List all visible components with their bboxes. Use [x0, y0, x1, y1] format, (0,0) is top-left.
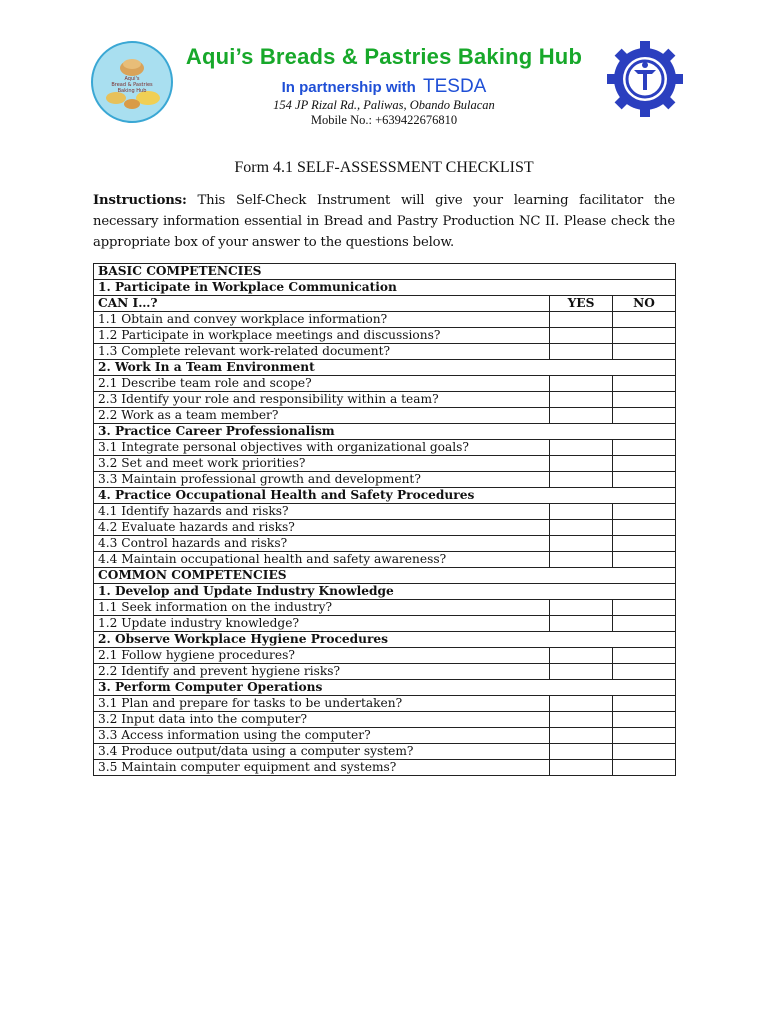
- yes-checkbox[interactable]: [550, 376, 613, 392]
- checklist-question: 1.1 Obtain and convey workplace information?: [94, 312, 550, 328]
- competency-heading-row: [94, 584, 676, 600]
- competency-heading-row: [94, 632, 676, 648]
- tesda-gear-logo-icon: [606, 40, 684, 118]
- checklist-item-row: [94, 312, 676, 328]
- checklist-item-row: [94, 328, 676, 344]
- yes-checkbox[interactable]: [550, 520, 613, 536]
- checklist-item-row: [94, 408, 676, 424]
- checklist-question: 2.2 Identify and prevent hygiene risks?: [94, 664, 550, 680]
- checklist-question: 1.2 Participate in workplace meetings and discussions?: [94, 328, 550, 344]
- no-checkbox[interactable]: [613, 472, 676, 488]
- address: 154 JP Rizal Rd., Paliwas, Obando Bulacan: [273, 98, 495, 112]
- checklist-question: 4.4 Maintain occupational health and safety awareness?: [94, 552, 550, 568]
- svg-text:Bread & Pastries: Bread & Pastries: [111, 82, 153, 88]
- no-checkbox[interactable]: [613, 648, 676, 664]
- no-checkbox[interactable]: [613, 504, 676, 520]
- yes-checkbox[interactable]: [550, 328, 613, 344]
- yes-checkbox[interactable]: [550, 408, 613, 424]
- competency-title: 2. Observe Workplace Hygiene Procedures: [94, 632, 676, 648]
- yes-checkbox[interactable]: [550, 392, 613, 408]
- no-checkbox[interactable]: [613, 456, 676, 472]
- instructions-lead: Instructions:: [93, 193, 187, 208]
- competency-title: 3. Perform Computer Operations: [94, 680, 676, 696]
- yes-checkbox[interactable]: [550, 440, 613, 456]
- checklist-question: 4.3 Control hazards and risks?: [94, 536, 550, 552]
- no-checkbox[interactable]: [613, 440, 676, 456]
- mobile-number: Mobile No.: +639422676810: [310, 113, 458, 127]
- checklist-question: 1.1 Seek information on the industry?: [94, 600, 550, 616]
- checklist-question: 3.4 Produce output/data using a computer system?: [94, 744, 550, 760]
- checklist-question: 3.5 Maintain computer equipment and systems?: [94, 760, 550, 776]
- checklist-item-row: [94, 552, 676, 568]
- no-checkbox[interactable]: [613, 344, 676, 360]
- yes-checkbox[interactable]: [550, 744, 613, 760]
- yes-checkbox[interactable]: [550, 696, 613, 712]
- no-checkbox[interactable]: [613, 408, 676, 424]
- checklist-item-row: [94, 728, 676, 744]
- yes-checkbox[interactable]: [550, 760, 613, 776]
- checklist-question: 2.1 Describe team role and scope?: [94, 376, 550, 392]
- checklist-question: 2.2 Work as a team member?: [94, 408, 550, 424]
- competency-title: 4. Practice Occupational Health and Safety Procedures: [94, 488, 676, 504]
- no-checkbox[interactable]: [613, 728, 676, 744]
- no-checkbox[interactable]: [613, 520, 676, 536]
- yes-checkbox[interactable]: [550, 616, 613, 632]
- no-checkbox[interactable]: [613, 552, 676, 568]
- competency-title: 2. Work In a Team Environment: [94, 360, 676, 376]
- instructions: [93, 190, 675, 253]
- competency-heading-row: [94, 488, 676, 504]
- checklist-item-row: [94, 648, 676, 664]
- checklist-question: 3.3 Maintain professional growth and development?: [94, 472, 550, 488]
- partner-prefix: In partnership with: [281, 79, 416, 96]
- checklist-item-row: [94, 472, 676, 488]
- yes-checkbox[interactable]: [550, 648, 613, 664]
- yes-checkbox[interactable]: [550, 472, 613, 488]
- checklist-item-row: [94, 664, 676, 680]
- checklist-item-row: [94, 712, 676, 728]
- yes-checkbox[interactable]: [550, 312, 613, 328]
- no-checkbox[interactable]: [613, 536, 676, 552]
- checklist-question: 4.2 Evaluate hazards and risks?: [94, 520, 550, 536]
- svg-text:Baking Hub: Baking Hub: [117, 88, 147, 94]
- checklist-item-row: [94, 600, 676, 616]
- partner-name: TESDA: [423, 76, 487, 97]
- checklist-item-row: [94, 440, 676, 456]
- checklist-question: 3.1 Plan and prepare for tasks to be undertaken?: [94, 696, 550, 712]
- checklist-question: 1.3 Complete relevant work-related document?: [94, 344, 550, 360]
- self-assessment-table: [93, 263, 676, 776]
- no-checkbox[interactable]: [613, 696, 676, 712]
- no-checkbox[interactable]: [613, 664, 676, 680]
- checklist-item-row: [94, 376, 676, 392]
- checklist-question: 3.2 Input data into the computer?: [94, 712, 550, 728]
- checklist-question: 4.1 Identify hazards and risks?: [94, 504, 550, 520]
- no-checkbox[interactable]: [613, 376, 676, 392]
- checklist-item-row: [94, 616, 676, 632]
- checklist-question: 3.3 Access information using the computer?: [94, 728, 550, 744]
- yes-checkbox[interactable]: [550, 600, 613, 616]
- checklist-item-row: [94, 696, 676, 712]
- yes-checkbox[interactable]: [550, 504, 613, 520]
- checklist-item-row: [94, 760, 676, 776]
- column-header-row: [94, 296, 676, 312]
- yes-checkbox[interactable]: [550, 712, 613, 728]
- checklist-item-row: [94, 520, 676, 536]
- page-title: Aqui’s Breads & Pastries Baking Hub: [185, 44, 583, 69]
- competency-title: 1. Participate in Workplace Communication: [94, 280, 676, 296]
- checklist-item-row: [94, 744, 676, 760]
- competency-heading-row: [94, 360, 676, 376]
- no-checkbox[interactable]: [613, 712, 676, 728]
- competency-heading-row: [94, 280, 676, 296]
- checklist-item-row: [94, 456, 676, 472]
- competency-title: 3. Practice Career Professionalism: [94, 424, 676, 440]
- yes-checkbox[interactable]: [550, 536, 613, 552]
- section-title: BASIC COMPETENCIES: [94, 264, 676, 280]
- section-title: COMMON COMPETENCIES: [94, 568, 676, 584]
- competency-title: 1. Develop and Update Industry Knowledge: [94, 584, 676, 600]
- checklist-item-row: [94, 504, 676, 520]
- checklist-question: 2.3 Identify your role and responsibility within a team?: [94, 392, 550, 408]
- checklist-item-row: [94, 392, 676, 408]
- column-header-question: CAN I…?: [94, 296, 550, 312]
- no-checkbox[interactable]: [613, 744, 676, 760]
- no-checkbox[interactable]: [613, 328, 676, 344]
- yes-checkbox[interactable]: [550, 344, 613, 360]
- checklist-item-row: [94, 536, 676, 552]
- no-checkbox[interactable]: [613, 760, 676, 776]
- svg-text:Aqui's: Aqui's: [124, 76, 140, 82]
- form-title: Form 4.1 SELF-ASSESSMENT CHECKLIST: [234, 159, 534, 176]
- no-checkbox[interactable]: [613, 600, 676, 616]
- checklist-item-row: [94, 344, 676, 360]
- no-checkbox[interactable]: [613, 616, 676, 632]
- checklist-question: 3.2 Set and meet work priorities?: [94, 456, 550, 472]
- column-header-yes: YES: [550, 296, 613, 312]
- checklist-question: 1.2 Update industry knowledge?: [94, 616, 550, 632]
- competency-heading-row: [94, 424, 676, 440]
- yes-checkbox[interactable]: [550, 552, 613, 568]
- section-row: [94, 568, 676, 584]
- column-header-no: NO: [613, 296, 676, 312]
- yes-checkbox[interactable]: [550, 664, 613, 680]
- yes-checkbox[interactable]: [550, 456, 613, 472]
- checklist-question: 2.1 Follow hygiene procedures?: [94, 648, 550, 664]
- no-checkbox[interactable]: [613, 312, 676, 328]
- yes-checkbox[interactable]: [550, 728, 613, 744]
- no-checkbox[interactable]: [613, 392, 676, 408]
- section-row: [94, 264, 676, 280]
- competency-heading-row: [94, 680, 676, 696]
- instructions-text: This Self-Check Instrument will give your learning facilitator the necessary information essential in Bread and Pastry Production NC II. Please check the appropriate box of your answer to the questions below.: [93, 193, 675, 250]
- checklist-question: 3.1 Integrate personal objectives with organizational goals?: [94, 440, 550, 456]
